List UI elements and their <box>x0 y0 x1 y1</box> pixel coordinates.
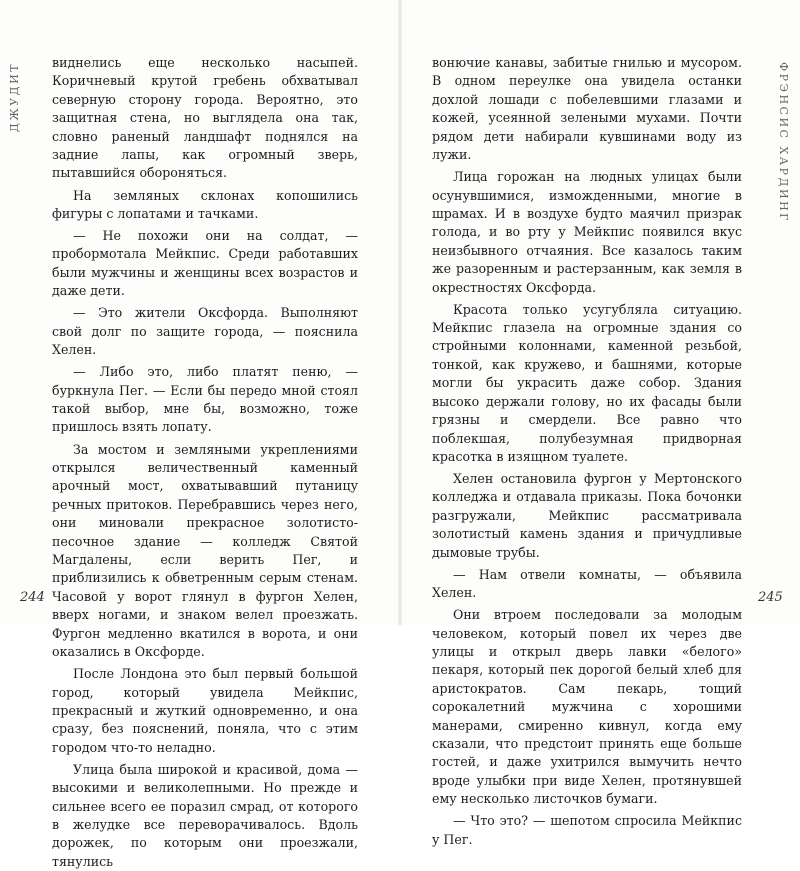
left-page-text <box>52 54 358 871</box>
paragraph: После Лондона это был первый большой город, который увидела Мейкпис, прекрасный и жуткий одновременно, и она сразу, без пояснений, поняла, что с этим городом что-то неладно. <box>52 666 358 755</box>
paragraph: Лица горожан на людных улицах были осунувшимися, изможденными, многие в шрамах. И в воздухе будто маячил призрак голода, и во рту у Мейкпис появился вкус неизбывного отчаяния. Все казалось таким же разоренным и растерзанным, как земля в окрестностях Оксфорда. <box>432 169 742 295</box>
paragraph: — Не похожи они на солдат, — пробормотала Мейкпис. Среди работавших были мужчины и женщины всех возрастов и даже дети. <box>52 228 358 299</box>
paragraph: — Нам отвели комнаты, — объявила Хелен. <box>432 566 742 601</box>
paragraph: Они втроем последовали за молодым человеком, который повел их через две улицы и открыл дверь лавки «белого» пекаря, который пек дорогой белый хлеб для аристократов. Сам пекарь, тощий сорокалетний мужчина с хорошими манерами, смиренно кивнул, когда ему сказали, что предстоит принять еще больше гостей, и даже ухитрился вымучить нечто вроде улыбки при виде Хелен, протянувшей ему несколько листочков бумаги. <box>432 607 742 807</box>
paragraph: За мостом и земляными укреплениями открылся величественный каменный арочный мост, охватывавший путаницу речных притоков. Перебравшись через него, они миновали прекрасное золотисто-песочное здание — колледж Святой Магдалены, если верить Пег, и приблизились к обветренным серым стенам. Часовой у ворот глянул в фургон Хелен, вверх ногами, и знаком велел проезжать. Фургон медленно вкатился в ворота, и они оказались в Оксфорде. <box>52 441 358 660</box>
right-page-number: 245 <box>758 590 783 605</box>
left-running-head: ДЖУДИТ <box>8 62 21 133</box>
book-gutter <box>398 0 402 625</box>
left-page-number: 244 <box>20 590 45 605</box>
right-running-head: ФРЭНСИС ХАРДИНГ <box>777 62 790 223</box>
paragraph: — Что это? — шепотом спросила Мейкпис у Пег. <box>432 813 742 847</box>
paragraph: Улица была широкой и красивой, дома — высокими и великолепными. Но прежде и сильнее всего ее поразил смрад, от которого в желудке все переворачивалось. Вдоль дорожек, по которым они проезжали, тянулись <box>52 761 358 869</box>
paragraph: Хелен остановила фургон у Мертонского колледжа и отдавала приказы. Пока бочонки разгружали, Мейкпис рассматривала золотистый камень здания и причудливые дымовые трубы. <box>432 471 742 560</box>
paragraph: Красота только усугубляла ситуацию. Мейкпис глазела на огромные здания со стройными колоннами, каменной резьбой, тонкой, как кружево, и башнями, которые могли бы украсить даже собор. Здания высоко держали голову, но их фасады были грязны и смердели. Все равно что поблекшая, полубезумная придворная красотка в изящном туалете. <box>432 301 742 464</box>
paragraph: виднелись еще несколько насыпей. Коричневый крутой гребень обхватывал северную сторону города. Вероятно, это защитная стена, но выглядела она так, словно раненый ландшафт поднялся на задние лапы, как огромный зверь, пытавшийся обороняться. <box>52 55 358 181</box>
right-page-text <box>432 54 742 849</box>
paragraph: — Это жители Оксфорда. Выполняют свой долг по защите города, — пояснила Хелен. <box>52 305 358 358</box>
paragraph: На земляных склонах копошились фигуры с лопатами и тачками. <box>52 187 358 221</box>
paragraph: вонючие канавы, забитые гнилью и мусором. В одном переулке она увидела останки дохлой лошади с побелевшими глазами и кожей, усеянной зелеными мухами. Почти рядом дети набирали кувшинами воду из лужи. <box>432 55 742 163</box>
paragraph: — Либо это, либо платят пеню, — буркнула Пег. — Если бы передо мной стоял такой выбор, мне бы, возможно, тоже пришлось взять лопату. <box>52 364 358 435</box>
